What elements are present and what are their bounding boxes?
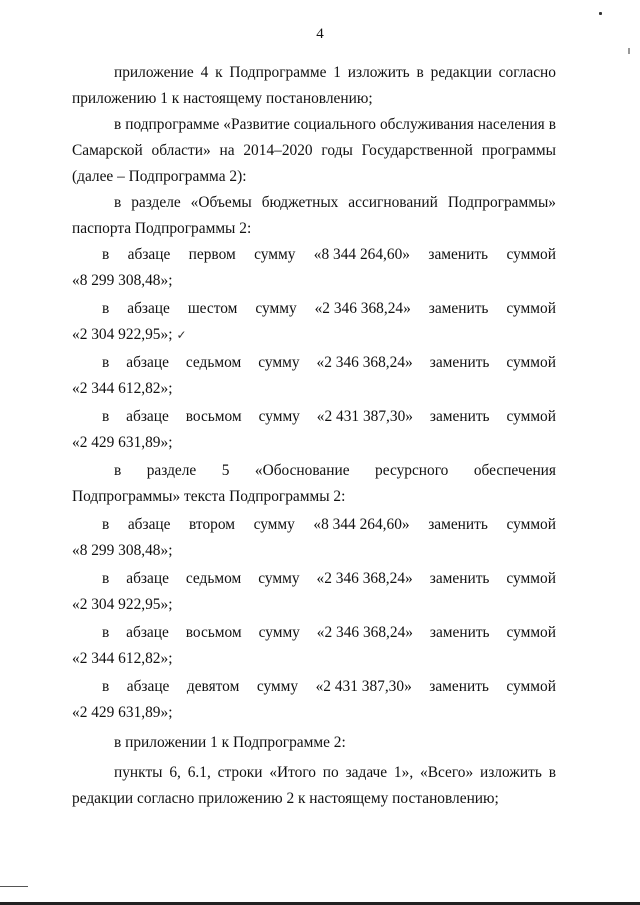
amendment-new-sum: «2 304 922,95»;	[72, 326, 173, 343]
amendment-new-sum: «8 299 308,48»;	[72, 272, 173, 289]
amendment-item: в абзаце втором сумму «8 344 264,60» заменить суммой «8 299 308,48»;	[72, 512, 556, 564]
amendment-new-sum: «2 429 631,89»;	[72, 434, 173, 451]
amendment-new-sum: «8 299 308,48»;	[72, 542, 173, 559]
amendment-new-sum: «2 304 922,95»;	[72, 596, 173, 613]
amendment-new-sum: «2 344 612,82»;	[72, 650, 173, 667]
page-number: 4	[316, 26, 324, 42]
paragraph-appendix-4: приложение 4 к Подпрограмме 1 изложить в редакции согласно приложению 1 к настоящему постановлению;	[72, 64, 556, 107]
paragraph-passport-section: в разделе «Объемы бюджетных ассигнований Подпрограммы» паспорта Подпрограммы 2:	[72, 194, 556, 237]
amendment-item: в абзаце восьмом сумму «2 431 387,30» заменить суммой «2 429 631,89»;	[72, 404, 556, 456]
amendment-new-sum: «2 344 612,82»;	[72, 380, 173, 397]
amendment-item: в абзаце седьмом сумму «2 346 368,24» заменить суммой «2 304 922,95»;	[72, 566, 556, 618]
amendment-item: в абзаце первом сумму «8 344 264,60» заменить суммой «8 299 308,48»;	[72, 242, 556, 294]
amendment-item: в абзаце шестом сумму «2 346 368,24» заменить суммой «2 304 922,95»; ✓	[72, 300, 556, 343]
paragraph-final: пункты 6, 6.1, строки «Итого по задаче 1», «Всего» изложить в редакции согласно приложению 2 к настоящему постановлению;	[72, 764, 556, 807]
amendment-item: в абзаце седьмом сумму «2 346 368,24» заменить суммой «2 344 612,82»;	[72, 350, 556, 402]
paragraph-subprogram-2: в подпрограмме «Развитие социального обслуживания населения в Самарской области» на 2014–2020 годы Государственной программы (далее – Подпрограмма 2):	[72, 116, 556, 185]
scan-mark	[599, 12, 602, 15]
amendment-item: в абзаце восьмом сумму «2 346 368,24» заменить суммой «2 344 612,82»;	[72, 620, 556, 672]
amendment-new-sum: «2 429 631,89»;	[72, 704, 173, 721]
amendment-item: в абзаце девятом сумму «2 431 387,30» заменить суммой «2 429 631,89»;	[72, 674, 556, 726]
scan-edge-line	[0, 886, 28, 887]
paragraph-appendix-1: в приложении 1 к Подпрограмме 2:	[114, 734, 346, 751]
handwritten-check-mark: ✓	[176, 328, 187, 342]
paragraph-section-5: в разделе 5 «Обоснование ресурсного обеспечения Подпрограммы» текста Подпрограммы 2:	[72, 462, 556, 505]
scan-edge-mark	[628, 48, 630, 54]
